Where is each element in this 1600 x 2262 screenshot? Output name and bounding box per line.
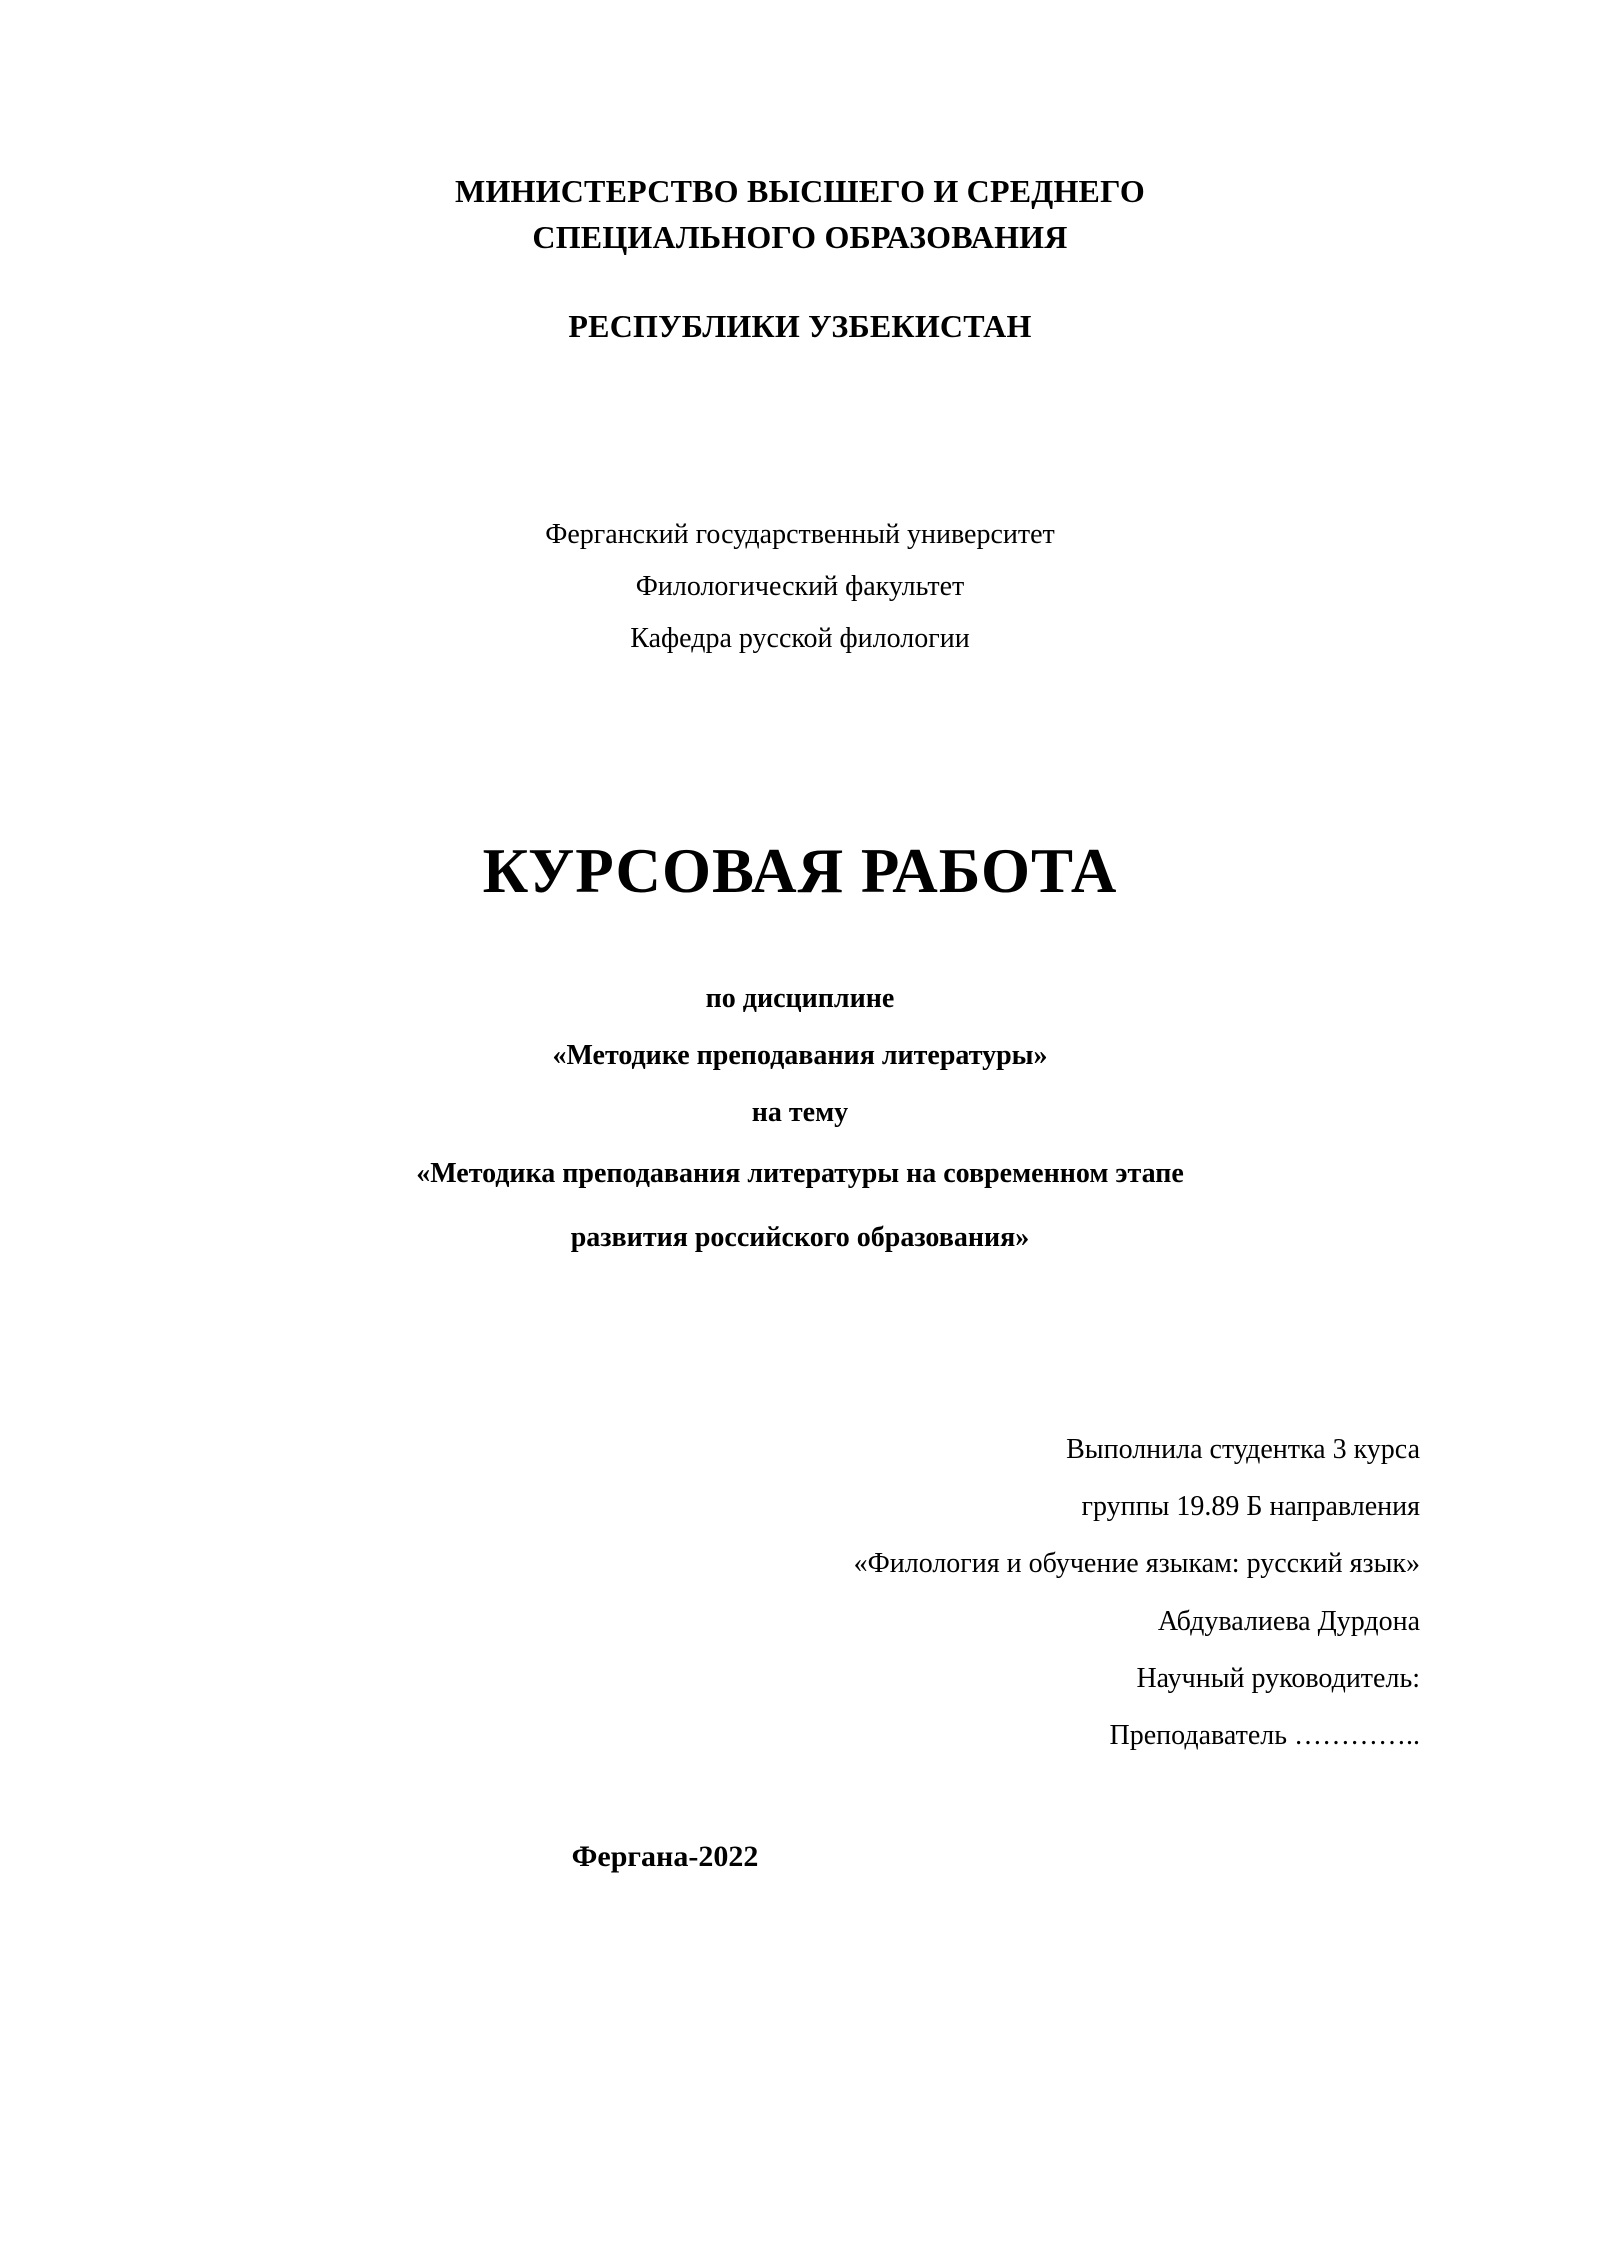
- department-name: Кафедра русской филологии: [630, 622, 970, 654]
- theme-label: на тему: [751, 1097, 849, 1129]
- author-name: Абдувалиева Дурдона: [1157, 1605, 1420, 1637]
- subject-block: [180, 970, 1420, 1271]
- author-line-3: «Филология и обучение языкам: русский язык»: [853, 1548, 1420, 1580]
- faculty-name: Филологический факультет: [635, 570, 965, 602]
- theme-line-1: «Методика преподавания литературы на современном этапе: [416, 1157, 1184, 1189]
- university-name: Ферганский государственный университет: [545, 519, 1055, 551]
- author-line-2: группы 19.89 Б направления: [1081, 1490, 1420, 1522]
- ministry-line-1: МИНИСТЕРСТВО ВЫСШЕГО И СРЕДНЕГО: [455, 173, 1145, 209]
- ministry-line-3: РЕСПУБЛИКИ УЗБЕКИСТАН: [568, 307, 1032, 344]
- organization-block: [180, 509, 1420, 664]
- author-block: [180, 1421, 1420, 1765]
- supervisor-name: Преподаватель …………..: [1109, 1720, 1420, 1752]
- supervisor-label: Научный руководитель:: [1136, 1663, 1420, 1695]
- discipline-label: по дисциплине: [705, 982, 895, 1014]
- author-line-1: Выполнила студентка 3 курса: [1066, 1433, 1420, 1465]
- ministry-line-2: СПЕЦИАЛЬНОГО ОБРАЗОВАНИЯ: [532, 219, 1068, 256]
- ministry-heading: [180, 168, 1420, 349]
- theme-line-2: развития российского образования»: [570, 1222, 1030, 1254]
- discipline-name: «Методике преподавания литературы»: [552, 1039, 1048, 1071]
- document-title: КУРСОВАЯ РАБОТА: [482, 835, 1118, 906]
- city-year: Фергана-2022: [571, 1839, 759, 1873]
